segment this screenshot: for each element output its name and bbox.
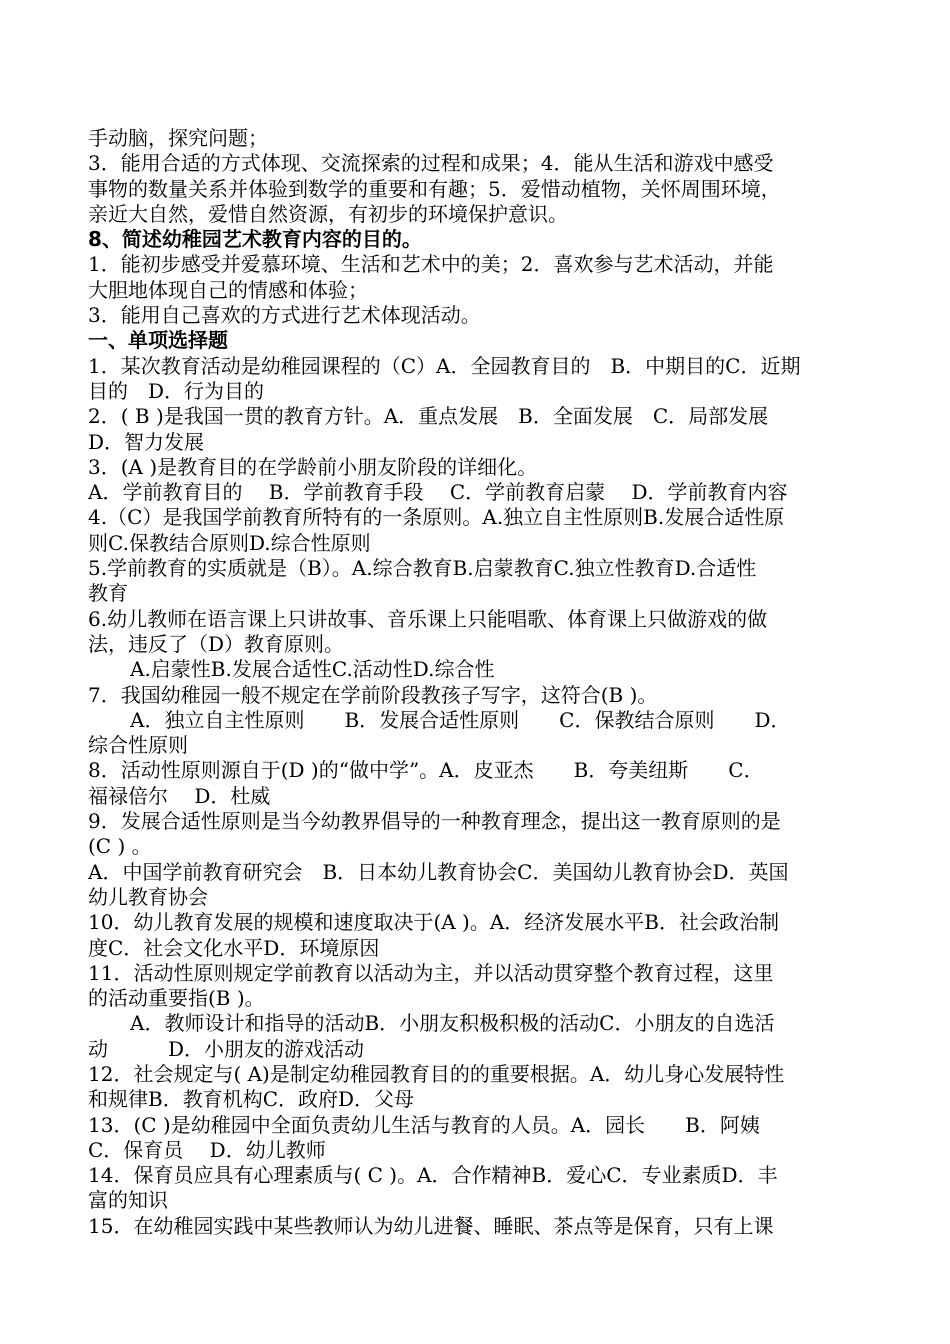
question-line: 11．活动性原则规定学前教育以活动为主，并以活动贯穿整个教育过程，这里 [88,960,774,985]
question-line: 福禄倍尔 D．杜威 [88,783,271,808]
question-line: 15．在幼稚园实践中某些教师认为幼儿进餐、睡眠、茶点等是保育，只有上课 [88,1213,774,1238]
question-line: 13．(C )是幼稚园中全面负责幼儿生活与教育的人员。A．园长 B．阿姨 [88,1112,760,1137]
text-line: 手动脑，探究问题； [88,126,268,150]
question-line: D．智力发展 [88,429,205,454]
question-line: 度C．社会文化水平D．环境原因 [88,935,380,960]
document-page [88,126,868,1239]
question-line: 12．社会规定与( A)是制定幼稚园教育目的的重要根据。A．幼儿身心发展特性 [88,1061,785,1086]
question-line: 富的知识 [88,1188,168,1213]
question-line: 14．保育员应具有心理素质与( C )。A．合作精神B．爱心C．专业素质D．丰 [88,1163,778,1188]
question-line: 和规律B．教育机构C．政府D．父母 [88,1087,415,1112]
section-heading: 一、单项选择题 [88,328,228,353]
text-line: 3．能用合适的方式体现、交流探索的过程和成果；4．能从生活和游戏中感受 [88,151,774,176]
question-line: (C ) 。 [88,834,152,859]
question-line: 10．幼儿教育发展的规模和速度取决于(A )。A．经济发展水平B．社会政治制 [88,910,779,935]
question-line: 的活动重要指(B )。 [88,986,265,1011]
text-line: 大胆地体现自己的情感和体验； [88,277,368,302]
question-line: A．学前教育目的 B．学前教育手段 C．学前教育启蒙 D．学前教育内容 [88,480,788,505]
question-line: A．中国学前教育研究会 B．日本幼儿教育协会C．美国幼儿教育协会D．英国 [88,859,789,884]
question-options: A．独立自主性原则 B．发展合适性原则 C．保教结合原则 D． [130,707,791,732]
question-line: 2．( B )是我国一贯的教育方针。A．重点发展 B．全面发展 C．局部发展 [88,404,769,429]
question-line: 3．(A )是教育目的在学龄前小朋友阶段的详细化。 [88,454,538,479]
question-line: 目的 D．行为目的 [88,378,265,403]
question-line: 法，违反了（D）教育原则。 [88,631,345,656]
question-line: 7．我国幼稚园一般不规定在学前阶段教孩子写字，这符合(B )。 [88,682,658,707]
question-line: 综合性原则 [88,733,188,758]
question-line: 5.学前教育的实质就是（B）。A.综合教育B.启蒙教育C.独立性教育D.合适性 [88,556,757,581]
text-line: 1．能初步感受并爱慕环境、生活和艺术中的美；2．喜欢参与艺术活动，并能 [88,252,774,277]
text-line: 亲近大自然，爱惜自然资源，有初步的环境保护意识。 [88,201,568,226]
question-options: A．教师设计和指导的活动B．小朋友积极积极的活动C．小朋友的自选活 [130,1011,775,1036]
question-options: A.启蒙性B.发展合适性C.活动性D.综合性 [130,657,495,682]
question-line: 1．某次教育活动是幼稚园课程的（C）A．全园教育目的 B．中期目的C．近期 [88,353,801,378]
question-line: C．保育员 D．幼儿教师 [88,1137,326,1162]
text-line: 事物的数量关系并体验到数学的重要和有趣；5．爱惜动植物，关怀周围环境， [88,176,781,201]
question-line: 6.幼儿教师在语言课上只讲故事、音乐课上只能唱歌、体育课上只做游戏的做 [88,606,768,631]
question-line: 教育 [88,581,128,606]
question-line: 则C.保教结合原则D.综合性原则 [88,530,371,555]
question-line: 8．活动性原则源自于(D )的“做中学”。A．皮亚杰 B．夸美纽斯 C． [88,758,764,783]
question-line: 动 D．小朋友的游戏活动 [88,1036,365,1061]
section-heading: 8、简述幼稚园艺术教育内容的目的。 [88,227,422,252]
text-line: 3．能用自己喜欢的方式进行艺术体现活动。 [88,303,481,328]
question-line: 幼儿教育协会 [88,884,208,909]
question-line: 9．发展合适性原则是当今幼教界倡导的一种教育理念，提出这一教育原则的是 [88,809,781,834]
question-line: 4.（C）是我国学前教育所特有的一条原则。A.独立自主性原则B.发展合适性原 [88,505,785,530]
